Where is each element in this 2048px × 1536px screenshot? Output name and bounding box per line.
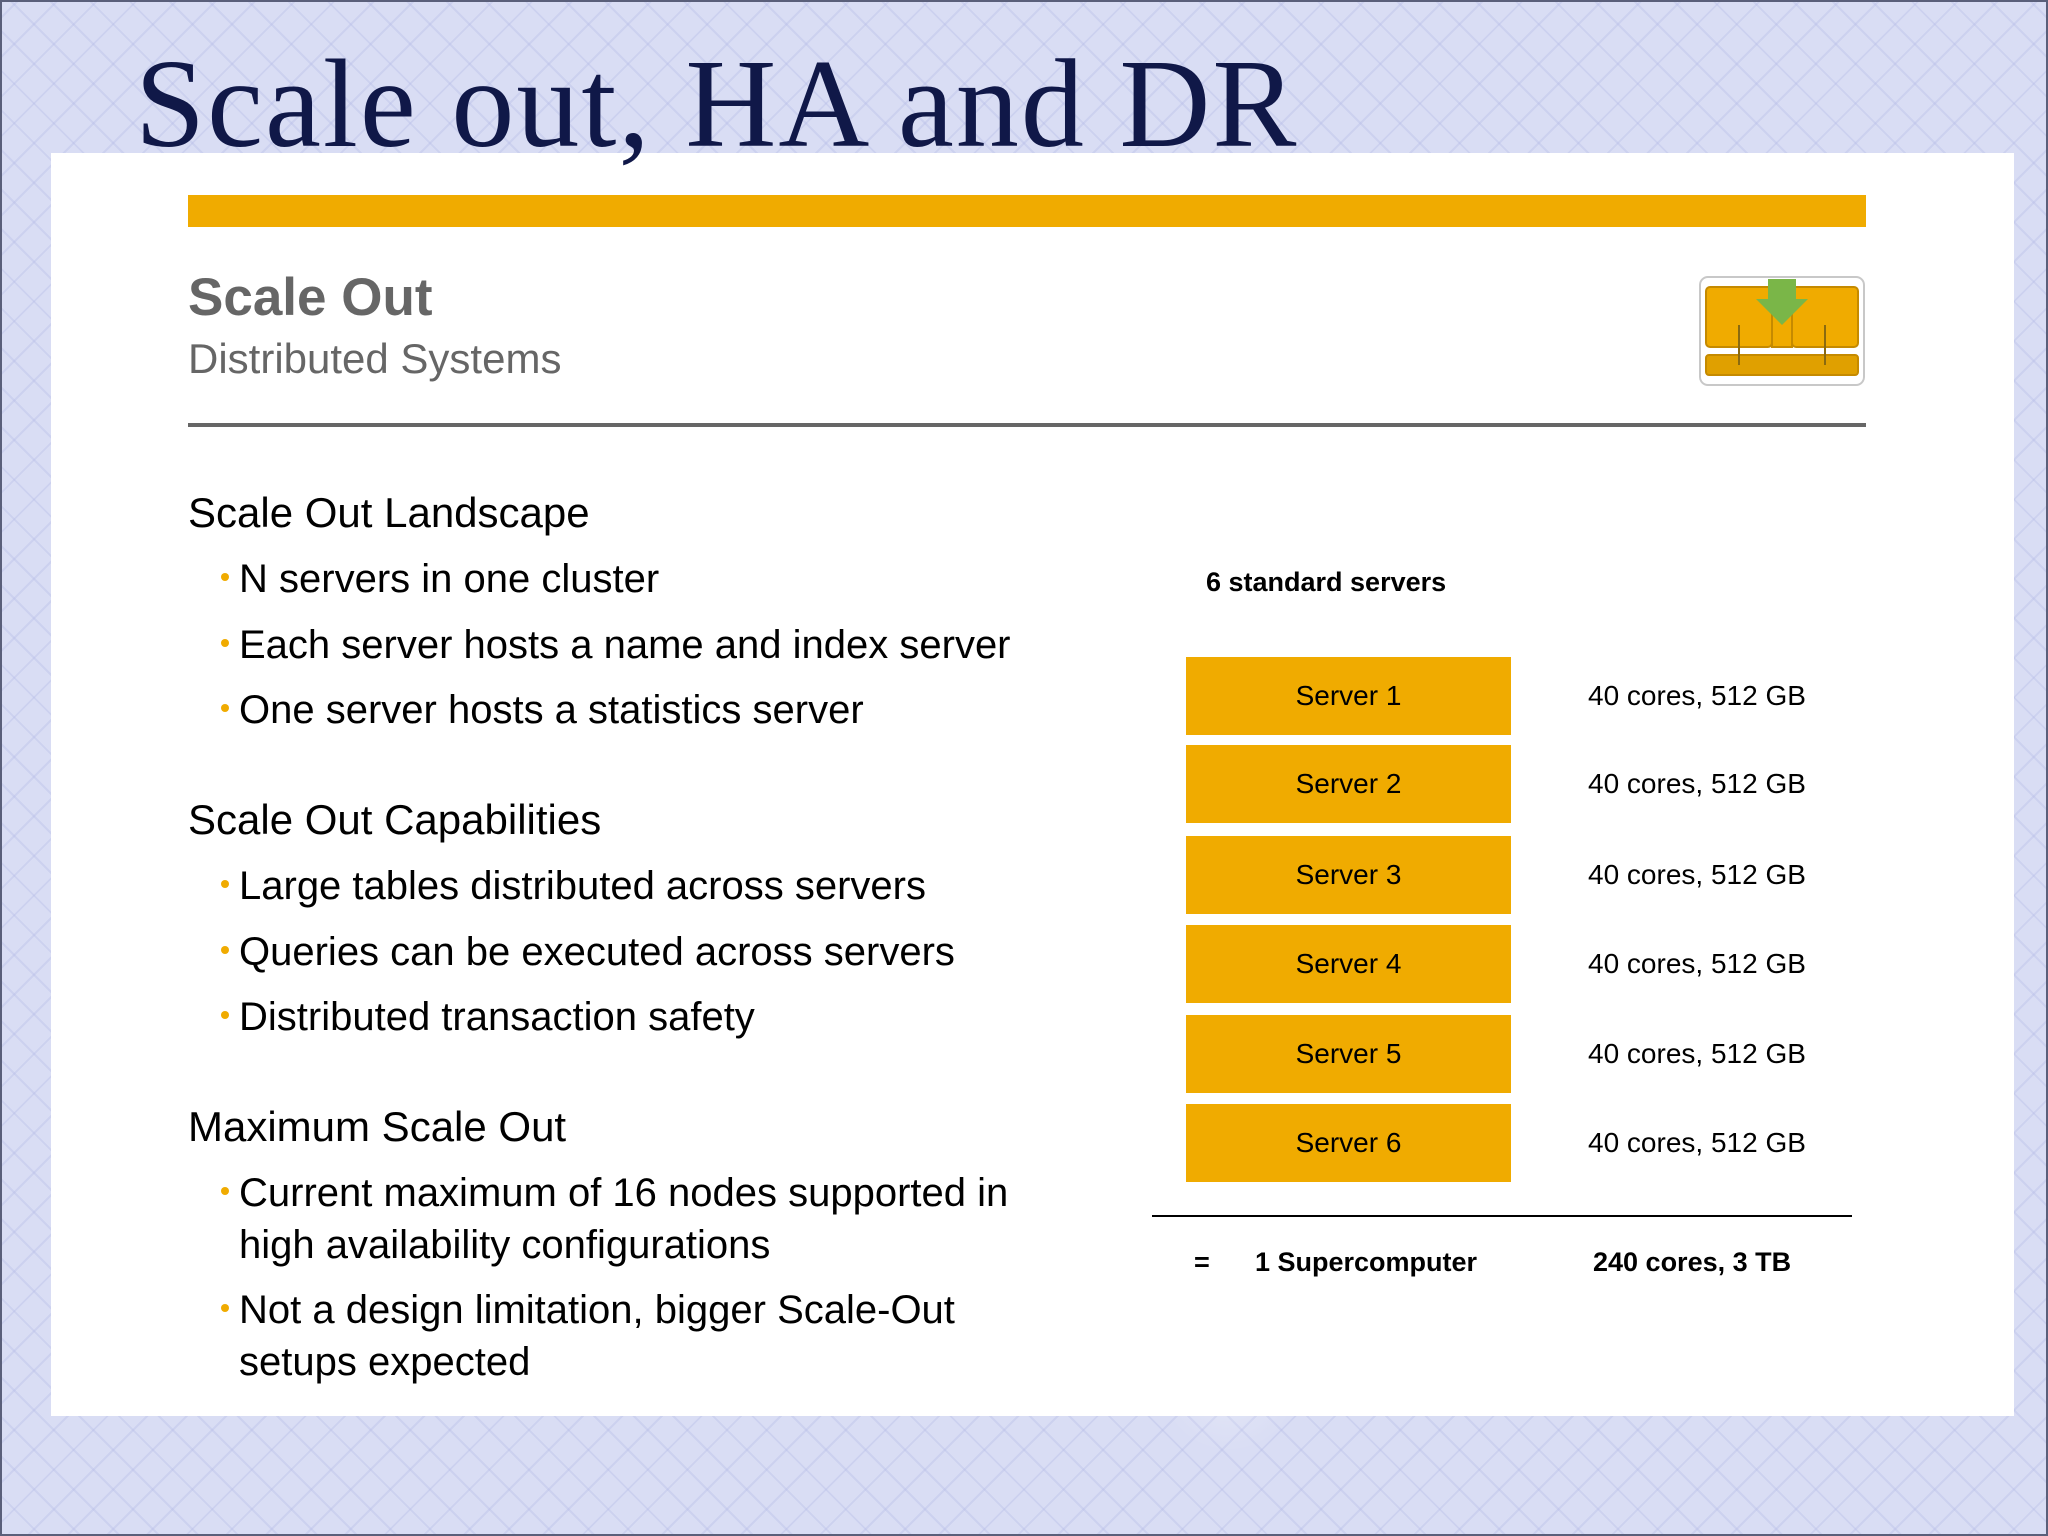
bullet-dot	[221, 1304, 229, 1312]
bullet-dot	[221, 639, 229, 647]
bullet-item: Current maximum of 16 nodes supported in high availability configurations	[221, 1167, 1081, 1271]
server-box: Server 3	[1186, 836, 1511, 914]
total-divider	[1152, 1215, 1852, 1217]
total-value: 240 cores, 3 TB	[1593, 1247, 1792, 1277]
heading-maximum-scale-out: Maximum Scale Out	[188, 1103, 567, 1150]
bullet-item: Large tables distributed across servers	[221, 860, 926, 912]
accent-bar	[188, 195, 1866, 227]
server-spec: 40 cores, 512 GB	[1588, 1127, 1806, 1158]
bullet-item: Distributed transaction safety	[221, 991, 755, 1043]
section-subtitle: Distributed Systems	[188, 335, 562, 382]
server-spec: 40 cores, 512 GB	[1588, 680, 1806, 711]
header-divider	[188, 423, 1866, 427]
server-box: Server 2	[1186, 745, 1511, 823]
slide-title: Scale out, HA and DR	[135, 35, 1299, 174]
bullet-dot	[221, 946, 229, 954]
server-box: Server 6	[1186, 1104, 1511, 1182]
bullet-dot	[221, 1011, 229, 1019]
diagram-caption: 6 standard servers	[1206, 567, 1447, 597]
bullet-item: N servers in one cluster	[221, 553, 659, 605]
bullet-item: Queries can be executed across servers	[221, 926, 955, 978]
server-spec: 40 cores, 512 GB	[1588, 948, 1806, 979]
heading-scale-out-capabilities: Scale Out Capabilities	[188, 796, 602, 843]
bullet-dot	[221, 1187, 229, 1195]
total-label: 1 Supercomputer	[1255, 1247, 1478, 1277]
server-box: Server 1	[1186, 657, 1511, 735]
bullet-item: Each server hosts a name and index server	[221, 619, 1011, 671]
server-box: Server 5	[1186, 1015, 1511, 1093]
bullet-item: One server hosts a statistics server	[221, 684, 864, 736]
content-panel	[51, 153, 2014, 1416]
section-title: Scale Out	[188, 268, 433, 327]
heading-scale-out-landscape: Scale Out Landscape	[188, 489, 590, 536]
server-spec: 40 cores, 512 GB	[1588, 1038, 1806, 1069]
server-spec: 40 cores, 512 GB	[1588, 768, 1806, 799]
scale-out-icon	[1698, 275, 1866, 387]
bullet-dot	[221, 573, 229, 581]
bullet-dot	[221, 880, 229, 888]
bullet-item: Not a design limitation, bigger Scale-Out setups expected	[221, 1284, 1081, 1388]
server-box: Server 4	[1186, 925, 1511, 1003]
equals-sign: =	[1194, 1247, 1210, 1277]
bullet-dot	[221, 704, 229, 712]
server-spec: 40 cores, 512 GB	[1588, 859, 1806, 890]
